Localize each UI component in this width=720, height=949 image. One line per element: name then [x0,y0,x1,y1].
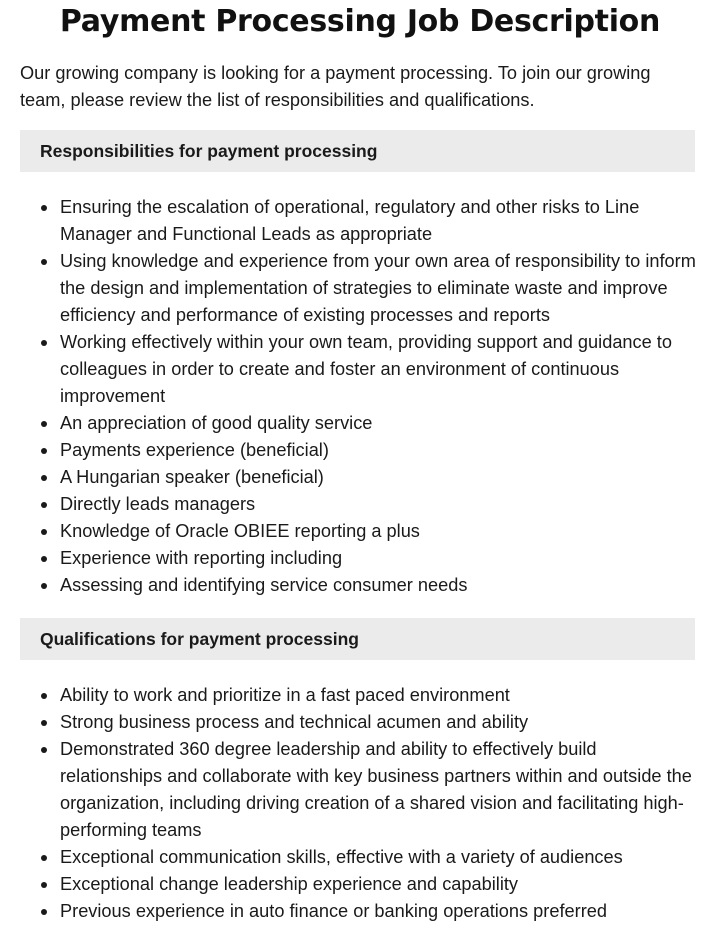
list-item-text: Using knowledge and experience from your own area of responsibility to inform the design and implementation of strategies to eliminate waste and improve efficiency and performance of existing processes and reports [60,251,696,325]
list-item-text: Payments experience (beneficial) [60,440,329,460]
list-item [20,410,700,437]
list-item-text: Ensuring the escalation of operational, regulatory and other risks to Line Manager and Functional Leads as appropriate [60,197,640,244]
bullet-icon [41,475,47,481]
list-item [20,437,700,464]
list-item [20,194,700,248]
bullet-icon [41,747,47,753]
qualifications-list [20,682,700,925]
list-item-text: Exceptional communication skills, effective with a variety of audiences [60,847,623,867]
list-item-text: A Hungarian speaker (beneficial) [60,467,324,487]
list-item [20,545,700,572]
qualifications-heading: Qualifications for payment processing [40,628,359,649]
bullet-icon [41,882,47,888]
list-item [20,736,700,844]
bullet-icon [41,583,47,589]
bullet-icon [41,855,47,861]
bullet-icon [41,909,47,915]
list-item [20,871,700,898]
list-item [20,329,700,410]
list-item-text: Demonstrated 360 degree leadership and ability to effectively build relationships and collaborate with key business partners within and outside the organization, including driving creation of a shared vision and facilitating high-performing teams [60,739,692,840]
responsibilities-heading: Responsibilities for payment processing [40,140,378,161]
bullet-icon [41,720,47,726]
list-item-text: Directly leads managers [60,494,256,514]
responsibilities-header [20,130,695,172]
bullet-icon [41,693,47,699]
list-item-text: Previous experience in auto finance or banking operations preferred [60,901,607,921]
list-item-text: Working effectively within your own team, providing support and guidance to colleagues in order to create and foster an environment of continuous improvement [60,332,672,406]
list-item [20,572,700,599]
bullet-icon [41,421,47,427]
bullet-icon [41,448,47,454]
list-item-text: Strong business process and technical acumen and ability [60,712,529,732]
bullet-icon [41,205,47,211]
list-item-text: Knowledge of Oracle OBIEE reporting a plus [60,521,420,541]
list-item [20,248,700,329]
list-item [20,491,700,518]
qualifications-header [20,618,695,660]
list-item [20,518,700,545]
list-item-text: Exceptional change leadership experience and capability [60,874,519,894]
list-item [20,464,700,491]
list-item-text: Ability to work and prioritize in a fast paced environment [60,685,510,705]
list-item [20,844,700,871]
intro-paragraph: Our growing company is looking for a payment processing. To join our growing team, please review the list of responsibilities and qualifications. [20,63,651,110]
page-title: Payment Processing Job Description [59,4,661,39]
bullet-icon [41,556,47,562]
bullet-icon [41,529,47,535]
list-item-text: An appreciation of good quality service [60,413,373,433]
bullet-icon [41,259,47,265]
list-item-text: Assessing and identifying service consumer needs [60,575,468,595]
list-item [20,898,700,925]
responsibilities-list [20,194,700,599]
bullet-icon [41,340,47,346]
list-item [20,709,700,736]
list-item [20,682,700,709]
list-item-text: Experience with reporting including [60,548,343,568]
bullet-icon [41,502,47,508]
